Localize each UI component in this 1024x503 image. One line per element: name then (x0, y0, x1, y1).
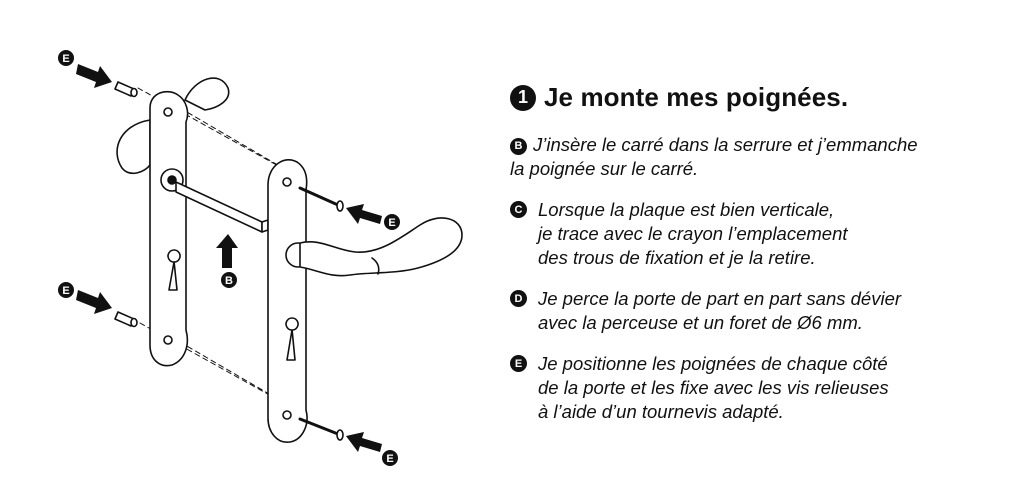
step-b: B J’insère le carré dans la serrure et j’emmanche la poignée sur le carré. (510, 134, 918, 179)
screw-top-left (115, 82, 137, 97)
back-plate-bottom-hole (164, 336, 172, 344)
screw-label-badge (58, 282, 74, 298)
step-c: C Lorsque la plaque est bien verticale, je trace avec le crayon l’emplacement des trous de fixation et je la retire. (510, 198, 1010, 270)
front-plate-top-hole (283, 178, 291, 186)
step-letter-badge: B (510, 138, 527, 155)
page-title-text: Je monte mes poignées. (544, 82, 849, 112)
screw-bottom-right (300, 419, 343, 440)
back-plate-top-hole (164, 108, 172, 116)
arrow-icon (76, 64, 112, 88)
screw-label-badge (58, 50, 74, 66)
back-plate-spindle-hole (168, 176, 176, 184)
instructions-panel (510, 82, 1010, 441)
screw-label-badge (384, 214, 400, 230)
screw-label-badge (382, 450, 398, 466)
svg-text:E: E (386, 453, 394, 465)
front-handle-lever (300, 218, 462, 276)
step-letter-badge: C (510, 201, 527, 218)
front-plate (268, 160, 307, 442)
step-letter-badge: E (510, 355, 527, 372)
arrow-icon (76, 290, 112, 314)
step-number-badge: 1 (510, 85, 536, 111)
front-plate-bottom-hole (283, 411, 291, 419)
svg-text:B: B (225, 275, 233, 287)
handle-assembly-illustration (0, 0, 490, 503)
svg-text:E: E (388, 217, 396, 229)
back-handle-neck (117, 120, 150, 173)
arrow-icon (346, 204, 382, 224)
page-title (510, 82, 1010, 113)
arrow-icon (346, 432, 382, 452)
step-letter-badge: D (510, 290, 527, 307)
arrow-icon (216, 234, 238, 268)
svg-text:E: E (62, 285, 70, 297)
step-d: D Je perce la porte de part en part sans dévier avec la perceuse et un foret de Ø6 mm. (510, 287, 1010, 335)
svg-text:E: E (62, 53, 70, 65)
square-spindle (176, 182, 262, 232)
square-label-badge (221, 272, 237, 288)
back-handle-lever (185, 78, 229, 110)
screw-bottom-left (115, 312, 137, 327)
step-e: E Je positionne les poignées de chaque côté de la porte et les fixe avec les vis relieuses à l’aide d’un tournevis adapté. (510, 352, 1010, 424)
back-plate (150, 92, 188, 366)
